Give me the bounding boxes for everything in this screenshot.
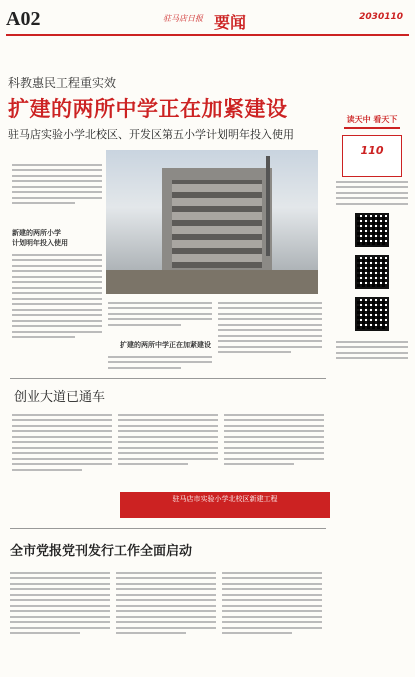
body-text-center bbox=[108, 298, 212, 338]
sidebar-hotline-box bbox=[342, 135, 402, 177]
sidebar-logo: 读天中 看天下 bbox=[346, 114, 398, 124]
bottom-body-1 bbox=[10, 568, 110, 668]
second-body-2 bbox=[118, 410, 218, 488]
section-divider bbox=[10, 378, 326, 379]
crane-shape bbox=[266, 156, 270, 256]
bottom-body-2 bbox=[116, 568, 216, 668]
banner-line-1: 驻马店市实验小学北校区新建工程 bbox=[172, 495, 278, 503]
sidebar-logo-bar bbox=[344, 127, 400, 129]
body-text-center-2 bbox=[108, 352, 212, 374]
weather-box bbox=[336, 341, 408, 360]
section-divider-2 bbox=[10, 528, 326, 529]
sidebar-hotline-number: 110 bbox=[360, 144, 384, 157]
body-text-right bbox=[218, 298, 322, 374]
bottom-article-head: 全市党报党刊发行工作全面启动 bbox=[10, 544, 193, 559]
article-subtitle-2: 扩建的两所中学正在加紧建设 bbox=[120, 341, 211, 349]
construction-photo bbox=[106, 150, 318, 294]
body-text-left-top bbox=[12, 160, 102, 226]
article-subtitle-1: 新建的两所小学 bbox=[12, 229, 61, 237]
page-number: A02 bbox=[6, 8, 41, 30]
second-body-3 bbox=[224, 410, 324, 488]
second-article-head: 创业大道已通车 bbox=[14, 390, 106, 405]
article-headline: 扩建的两所中学正在加紧建设 bbox=[8, 97, 288, 121]
hotline: 2030110 bbox=[359, 12, 403, 22]
article-kicker: 科教惠民工程重实效 bbox=[8, 76, 117, 90]
section-name: 要闻 bbox=[214, 13, 247, 32]
sidebar-contact-text bbox=[336, 181, 408, 205]
building-shape bbox=[162, 168, 272, 278]
qr-code-3 bbox=[355, 297, 389, 331]
red-banner bbox=[120, 492, 330, 518]
second-body-1 bbox=[12, 410, 112, 494]
paper-name: 驻马店日报 bbox=[163, 14, 203, 23]
qr-code-2 bbox=[355, 255, 389, 289]
body-text-left-mid bbox=[12, 250, 102, 370]
ground-shape bbox=[106, 270, 318, 294]
page-header bbox=[6, 6, 409, 36]
article-subhead: 驻马店实验小学北校区、开发区第五小学计划明年投入使用 bbox=[8, 128, 294, 141]
right-sidebar bbox=[336, 44, 408, 674]
qr-code-1 bbox=[355, 213, 389, 247]
article-subtitle-1b: 计划明年投入使用 bbox=[12, 239, 68, 247]
bottom-body-3 bbox=[222, 568, 322, 668]
